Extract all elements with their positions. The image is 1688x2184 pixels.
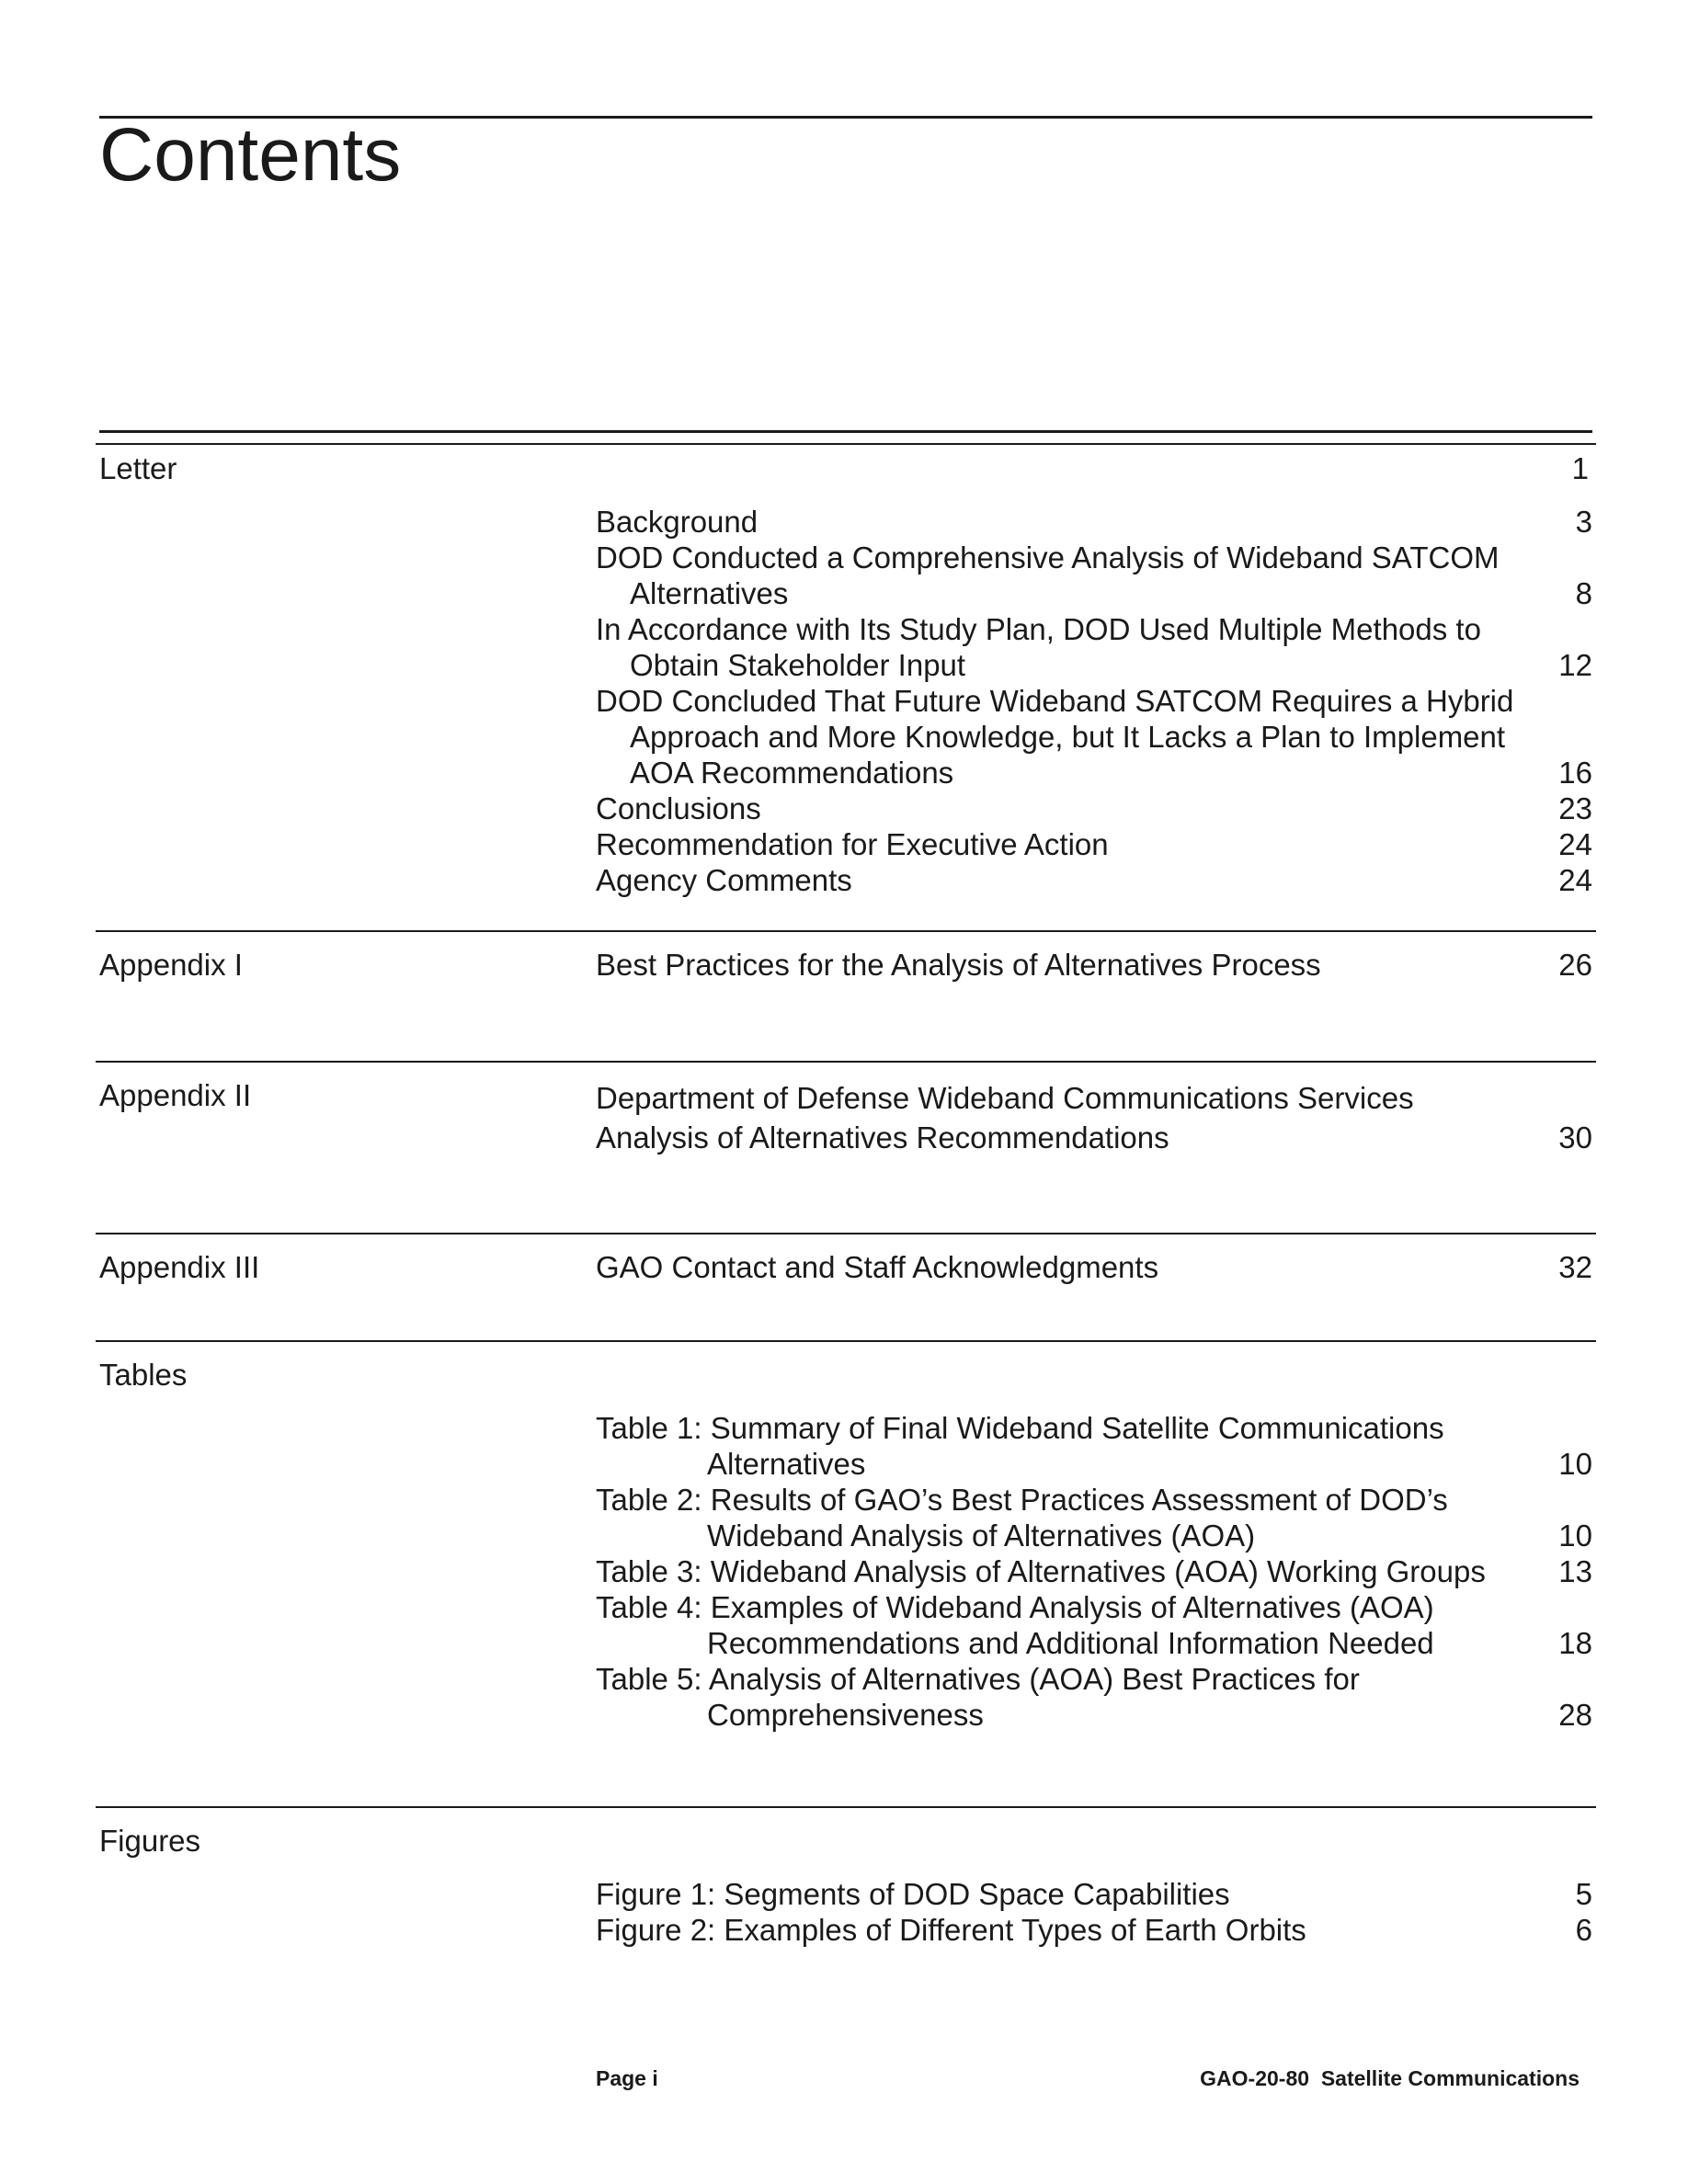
section-divider	[96, 443, 1596, 445]
toc-entry[interactable]: In Accordance with Its Study Plan, DOD Used Multiple Methods to Obtain Stakeholder Input 12	[596, 612, 1592, 682]
toc-entry[interactable]: Table 1: Summary of Final Wideband Satellite Communications Alternatives 10	[596, 1411, 1592, 1481]
section-divider	[96, 1061, 1596, 1063]
toc-entry[interactable]: Figure 1: Segments of DOD Space Capabilities 5	[596, 1877, 1592, 1911]
toc-entry[interactable]: Table 4: Examples of Wideband Analysis of Alternatives (AOA) Recommendations and Additional Information Needed 18	[596, 1590, 1592, 1660]
page-number: 10	[1558, 1519, 1592, 1553]
toc-entry[interactable]: Background 3	[596, 505, 1592, 539]
page-number: 8	[1575, 576, 1592, 610]
toc-entries	[596, 947, 1592, 983]
section-divider	[96, 930, 1596, 932]
toc-entries	[596, 1410, 1592, 1733]
section-label[interactable]: Letter	[99, 451, 177, 485]
toc-entry[interactable]: Figure 2: Examples of Different Types of Earth Orbits 6	[596, 1913, 1592, 1947]
page-number: 26	[1558, 948, 1592, 982]
section-divider	[96, 1233, 1596, 1234]
page-number: 30	[1558, 1120, 1592, 1155]
page-number: 28	[1558, 1698, 1592, 1732]
toc-entry[interactable]: Recommendation for Executive Action 24	[596, 827, 1592, 861]
toc-entry[interactable]: Agency Comments 24	[596, 863, 1592, 897]
footer-report-id: GAO-20-80 Satellite Communications	[1200, 2066, 1580, 2090]
page-number: 32	[1558, 1250, 1592, 1284]
section-label[interactable]: Appendix III	[99, 1250, 260, 1284]
page-number: 23	[1558, 791, 1592, 825]
section-divider	[96, 1340, 1596, 1342]
section-label[interactable]: Tables	[99, 1358, 188, 1392]
section-label[interactable]: Figures	[99, 1824, 201, 1858]
page-number: 13	[1558, 1554, 1592, 1588]
page-number: 18	[1558, 1626, 1592, 1660]
section-divider	[96, 1806, 1596, 1808]
toc-entry[interactable]: Table 2: Results of GAO’s Best Practices Assessment of DOD’s Wideband Analysis of Alternatives (AOA) 10	[596, 1483, 1592, 1553]
page-number: 10	[1558, 1447, 1592, 1481]
section-page-number: 1	[1571, 451, 1589, 485]
footer-page-label: Page i	[596, 2066, 658, 2090]
page-number: 12	[1558, 648, 1592, 682]
toc-entry[interactable]: Department of Defense Wideband Communications Services	[596, 1081, 1414, 1115]
toc-entries	[596, 1249, 1592, 1285]
section-label[interactable]: Appendix II	[99, 1078, 252, 1112]
page-number: 6	[1575, 1913, 1592, 1947]
toc-entry[interactable]: GAO Contact and Staff Acknowledgments 32	[596, 1250, 1592, 1284]
toc-entry[interactable]: Table 5: Analysis of Alternatives (AOA) Best Practices for Comprehensiveness 28	[596, 1662, 1592, 1732]
page-number: 16	[1558, 756, 1592, 790]
page-title: Contents	[99, 113, 402, 197]
page-number: 24	[1558, 863, 1592, 897]
page-number: 3	[1575, 505, 1592, 539]
toc-rule-thick	[99, 430, 1592, 433]
toc-entry[interactable]: Best Practices for the Analysis of Alternatives Process 26	[596, 948, 1592, 982]
toc-entry[interactable]: Conclusions 23	[596, 791, 1592, 825]
toc-entry[interactable]: DOD Conducted a Comprehensive Analysis of Wideband SATCOM Alternatives 8	[596, 540, 1592, 610]
toc-entries	[596, 1077, 1592, 1155]
page-number: 24	[1558, 827, 1592, 861]
toc-entries	[596, 504, 1592, 898]
toc-entry[interactable]: DOD Concluded That Future Wideband SATCOM Requires a Hybrid Approach and More Knowledge, but It Lacks a Plan to Implement AOA Recommendations 16	[596, 684, 1592, 790]
section-label[interactable]: Appendix I	[99, 948, 243, 982]
page-number: 5	[1575, 1877, 1592, 1911]
toc-entry[interactable]: Table 3: Wideband Analysis of Alternatives (AOA) Working Groups 13	[596, 1554, 1592, 1588]
toc-entries	[596, 1876, 1592, 1948]
toc-entry[interactable]: Analysis of Alternatives Recommendations 30	[596, 1120, 1592, 1155]
